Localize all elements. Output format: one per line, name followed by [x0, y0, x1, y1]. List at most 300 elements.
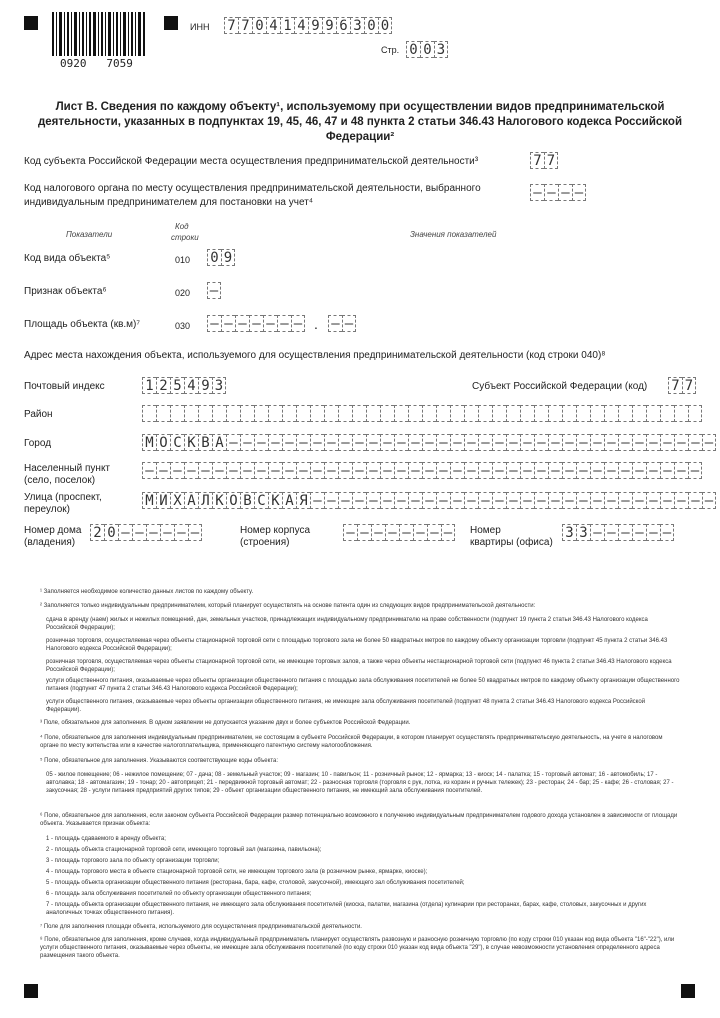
- object-area-label: Площадь объекта (кв.м)⁷: [24, 319, 140, 330]
- locality-field-cell: –: [422, 462, 436, 479]
- street-field-cell: –: [548, 492, 562, 509]
- district-field-cell: [352, 405, 366, 422]
- house-number-field-cell: –: [174, 524, 188, 541]
- district-field-cell: [226, 405, 240, 422]
- tax-office-label-line2: индивидуальным предпринимателем для постановки на учет⁴: [24, 197, 314, 208]
- locality-field-cell: –: [198, 462, 212, 479]
- city-field-cell: –: [338, 434, 352, 451]
- inn-field-cell: 4: [294, 17, 308, 34]
- city-field-cell: С: [170, 434, 184, 451]
- street-field[interactable]: [142, 492, 716, 509]
- district-field-cell: [688, 405, 702, 422]
- city-field-cell: В: [198, 434, 212, 451]
- region-code-field-cell: 7: [530, 152, 544, 169]
- locality-field-cell: –: [324, 462, 338, 479]
- house-number-field-cell: –: [188, 524, 202, 541]
- locality-field-cell: –: [142, 462, 156, 479]
- district-field-cell: [590, 405, 604, 422]
- street-label-line1: Улица (проспект,: [24, 492, 102, 503]
- street-field-cell: –: [520, 492, 534, 509]
- footnote-6: ⁶ Поле, обязательное для заполнения, если законом субъекта Российской Федерации размер потенциально возможного к получению индивидуальным предпринимателем годового дохода установлен в зависимости от площади объекта. Указывается признак объекта:: [40, 813, 678, 827]
- city-field-cell: –: [240, 434, 254, 451]
- house-number-field-cell: –: [118, 524, 132, 541]
- apartment-number-field-cell: –: [632, 524, 646, 541]
- district-field-cell: [408, 405, 422, 422]
- district-field-cell: [268, 405, 282, 422]
- footnote-2a: сдача в аренду (наем) жилых и нежилых помещений, дач, земельных участков, принадлежащих индивидуальному предпринимателю на праве собственности (подпункт 19 пункта 2 статьи 346.43 Налогового кодекса Российской Федерации);: [46, 617, 648, 631]
- postal-code-field-cell: 3: [212, 377, 226, 394]
- apartment-number-field-cell: –: [590, 524, 604, 541]
- footnote-5: ⁵ Поле, обязательное для заполнения. Указываются соответствующие коды объекта:: [40, 758, 279, 764]
- postal-code-field-cell: 5: [170, 377, 184, 394]
- locality-field-cell: –: [618, 462, 632, 479]
- district-field-cell: [618, 405, 632, 422]
- object-type-field-cell: 0: [207, 249, 221, 266]
- street-field-cell: К: [212, 492, 226, 509]
- object-type-field-cell: 9: [221, 249, 235, 266]
- house-number-field-cell: 0: [104, 524, 118, 541]
- locality-label-line2: (село, поселок): [24, 475, 96, 486]
- locality-field-cell: –: [520, 462, 534, 479]
- locality-field-cell: –: [394, 462, 408, 479]
- locality-field-cell: –: [548, 462, 562, 479]
- street-field-cell: М: [142, 492, 156, 509]
- header-line-code-2: строки: [171, 233, 199, 242]
- footnote-6-item6: 6 - площадь зала обслуживания посетителей по объекту организации общественного питания;: [46, 891, 312, 897]
- city-field-cell: –: [282, 434, 296, 451]
- district-field-cell: [338, 405, 352, 422]
- header-line-code-1: Код: [175, 222, 189, 231]
- page-number-field-cell: 0: [406, 41, 420, 58]
- footnote-2: ² Заполняется только индивидуальным предпринимателем, который планирует осуществлять на основе патента один из следующих видов предпринимательской деятельности:: [40, 603, 536, 609]
- header-values: Значения показателей: [410, 230, 497, 239]
- locality-field-cell: –: [170, 462, 184, 479]
- postal-code-field-cell: 1: [142, 377, 156, 394]
- city-field-cell: –: [352, 434, 366, 451]
- district-field-cell: [548, 405, 562, 422]
- footnote-6-item5: 5 - площадь объекта организации общественного питания (ресторана, бара, кафе, столовой, закусочной), имеющего зал обслуживания посетителей;: [46, 880, 465, 886]
- page-number-field-cell: 3: [434, 41, 448, 58]
- district-field-cell: [576, 405, 590, 422]
- inn-field-cell: 7: [224, 17, 238, 34]
- street-field-cell: Х: [170, 492, 184, 509]
- tax-office-field-cell: –: [530, 184, 544, 201]
- city-field[interactable]: [142, 434, 716, 451]
- street-field-cell: В: [240, 492, 254, 509]
- locality-field-cell: –: [212, 462, 226, 479]
- city-field-cell: –: [618, 434, 632, 451]
- locality-field-cell: –: [674, 462, 688, 479]
- city-field-cell: –: [394, 434, 408, 451]
- city-field-cell: –: [548, 434, 562, 451]
- city-field-cell: О: [156, 434, 170, 451]
- house-number-field-cell: 2: [90, 524, 104, 541]
- city-field-cell: А: [212, 434, 226, 451]
- locality-field-cell: –: [366, 462, 380, 479]
- locality-field-cell: –: [632, 462, 646, 479]
- city-field-cell: К: [184, 434, 198, 451]
- street-field-cell: –: [380, 492, 394, 509]
- page-number-field[interactable]: [406, 41, 448, 58]
- city-field-cell: –: [408, 434, 422, 451]
- locality-field-cell: –: [506, 462, 520, 479]
- building-number-field-cell: –: [399, 524, 413, 541]
- postal-code-field-cell: 9: [198, 377, 212, 394]
- district-label: Район: [24, 409, 53, 420]
- district-field-cell: [380, 405, 394, 422]
- inn-field-cell: 3: [350, 17, 364, 34]
- registration-marker-bottom-right: [681, 984, 695, 998]
- object-type-line-code: 010: [175, 255, 191, 265]
- locality-field-cell: –: [590, 462, 604, 479]
- district-field-cell: [170, 405, 184, 422]
- city-field-cell: –: [590, 434, 604, 451]
- street-field-cell: С: [254, 492, 268, 509]
- locality-field-cell: –: [254, 462, 268, 479]
- header-indicators: Показатели: [66, 230, 113, 239]
- locality-field-cell: –: [352, 462, 366, 479]
- registration-marker-top-left: [24, 16, 38, 30]
- locality-field-cell: –: [576, 462, 590, 479]
- page-label: Стр.: [381, 45, 400, 55]
- footnote-8: ⁸ Поле, обязательное для заполнения, кроме случаев, когда индивидуальный предприниматель планирует осуществлять развозную и разносную розничную торговлю (по коду строки 010 указан код вида объекта "16"-"22"), или услуги общественного питания, оказываемые через объекты, не имеющие зала обслуживания посетителей (по коду строки 010 указан код вида объекта "29"), в случае невозможности установления определенного адреса размещения такого объекта.: [40, 937, 675, 959]
- district-field-cell: [646, 405, 660, 422]
- locality-field-cell: –: [226, 462, 240, 479]
- locality-field[interactable]: [142, 462, 702, 479]
- city-field-cell: –: [464, 434, 478, 451]
- locality-field-cell: –: [310, 462, 324, 479]
- object-area-fraction-field-cell: –: [328, 315, 342, 332]
- apartment-number-label-line1: Номер: [470, 525, 501, 536]
- object-sign-field[interactable]: [207, 282, 221, 299]
- district-field-cell: [240, 405, 254, 422]
- district-field-cell: [604, 405, 618, 422]
- street-field-cell: Я: [296, 492, 310, 509]
- city-field-cell: –: [254, 434, 268, 451]
- house-number-field-cell: –: [146, 524, 160, 541]
- sheet-title-line1: Лист В. Сведения по каждому объекту¹, используемому при осуществлении видов предпринимательской: [55, 101, 665, 113]
- region-code-field-cell: 7: [544, 152, 558, 169]
- object-area-integer-field-cell: –: [221, 315, 235, 332]
- footnote-3: ³ Поле, обязательное для заполнения. В одном заявлении не допускается указание двух и более субъектов Российской Федерации.: [40, 720, 411, 726]
- footnote-1: ¹ Заполняется необходимое количество данных листов по каждому объекту.: [40, 589, 254, 595]
- tax-office-label-line1: Код налогового органа по месту осуществления предпринимательской деятельности, выбранного: [24, 183, 481, 194]
- street-field-cell: –: [450, 492, 464, 509]
- tax-office-field-cell: –: [572, 184, 586, 201]
- street-field-cell: –: [702, 492, 716, 509]
- object-area-fraction-field[interactable]: [328, 315, 356, 332]
- city-field-cell: –: [310, 434, 324, 451]
- region-code-label: Код субъекта Российской Федерации места осуществления предпринимательской деятельности³: [24, 156, 479, 167]
- house-number-label-line1: Номер дома: [24, 525, 82, 536]
- apartment-number-field-cell: 3: [576, 524, 590, 541]
- street-field-cell: –: [324, 492, 338, 509]
- registration-marker-top-right: [164, 16, 178, 30]
- subject-code-field-cell: 7: [668, 377, 682, 394]
- building-number-label-line1: Номер корпуса: [240, 525, 311, 536]
- postal-code-field[interactable]: [142, 377, 226, 394]
- footnote-4: ⁴ Поле, обязательное для заполнения индивидуальным предпринимателем, не состоящим в субъекте Российской Федерации, в котором планирует осуществлять предпринимательскую деятельность, на учете в налоговом органе по месту жительства или в качестве налогоплательщика, применяющего патентную систему налогообложения.: [40, 735, 663, 749]
- apartment-number-field[interactable]: [562, 524, 674, 541]
- tax-office-field-cell: –: [544, 184, 558, 201]
- city-field-cell: –: [688, 434, 702, 451]
- apartment-number-field-cell: –: [646, 524, 660, 541]
- footnote-5-codes: 05 - жилое помещение; 06 - нежилое помещение; 07 - дача; 08 - земельный участок; 09 - магазин; 10 - павильон; 11 - розничный рынок; 12 - ярмарка; 13 - киоск; 14 - палатка; 15 - торговый автомат; 16 - автомобиль; 17 - автолавка; 18 - автомагазин; 19 - тонар; 20 - автоприцеп; 21 - передвижной торговый автомат; 22 - разносная торговля (торговля с рук, лотка, из корзин и ручных тележек); 23 - ресторан; 24 - бар; 25 - кафе; 26 - столовая; 27 - закусочная; 28 - услуги питания предприятий других типов; 29 - объект организации общественного питания, не имеющий зала обслуживания посетителей.: [46, 772, 674, 794]
- apartment-number-field-cell: 3: [562, 524, 576, 541]
- page-number-field-cell: 0: [420, 41, 434, 58]
- street-label-line2: переулок): [24, 504, 70, 515]
- district-field-cell: [394, 405, 408, 422]
- locality-field-cell: –: [282, 462, 296, 479]
- object-area-decimal-point: .: [314, 316, 318, 332]
- region-code-field[interactable]: [530, 152, 558, 169]
- district-field-cell: [450, 405, 464, 422]
- district-field-cell: [366, 405, 380, 422]
- sheet-title-line2: деятельности, указанных в подпунктах 19, 45, 46, 47 и 48 пункта 2 статьи 346.43 Налогового кодекса Российской: [37, 116, 683, 128]
- street-field-cell: –: [436, 492, 450, 509]
- object-area-fraction-field-cell: –: [342, 315, 356, 332]
- inn-field[interactable]: [224, 17, 392, 34]
- street-field-cell: А: [184, 492, 198, 509]
- city-field-cell: –: [268, 434, 282, 451]
- city-field-cell: –: [674, 434, 688, 451]
- locality-field-cell: –: [534, 462, 548, 479]
- locality-field-cell: –: [604, 462, 618, 479]
- city-field-cell: –: [520, 434, 534, 451]
- street-field-cell: –: [576, 492, 590, 509]
- locality-field-cell: –: [660, 462, 674, 479]
- locality-field-cell: –: [478, 462, 492, 479]
- street-field-cell: –: [674, 492, 688, 509]
- footnote-6-item1: 1 - площадь сдаваемого в аренду объекта;: [46, 836, 166, 842]
- street-field-cell: К: [268, 492, 282, 509]
- city-field-cell: –: [534, 434, 548, 451]
- city-label: Город: [24, 438, 52, 449]
- object-area-integer-field[interactable]: [207, 315, 305, 332]
- city-field-cell: –: [296, 434, 310, 451]
- locality-field-cell: –: [464, 462, 478, 479]
- tax-office-field[interactable]: [530, 184, 586, 201]
- inn-field-cell: 1: [280, 17, 294, 34]
- city-field-cell: –: [576, 434, 590, 451]
- building-number-field-cell: –: [385, 524, 399, 541]
- building-number-field-cell: –: [427, 524, 441, 541]
- object-area-integer-field-cell: –: [263, 315, 277, 332]
- district-field-cell: [562, 405, 576, 422]
- footnote-2c: розничная торговля, осуществляемая через объекты стационарной торговой сети, не имеющие торговых залов, а также через объекты нестационарной торговой сети (подпункт 46 пункта 2 статьи 346.43 Налогового кодекса Российской Федерации);: [46, 659, 672, 673]
- city-field-cell: –: [450, 434, 464, 451]
- sheet-title-line3: Федерации²: [325, 131, 395, 143]
- city-field-cell: –: [324, 434, 338, 451]
- city-field-cell: –: [422, 434, 436, 451]
- district-field-cell: [296, 405, 310, 422]
- tax-office-field-cell: –: [558, 184, 572, 201]
- object-sign-field-cell: –: [207, 282, 221, 299]
- object-type-field[interactable]: [207, 249, 235, 266]
- city-field-cell: –: [492, 434, 506, 451]
- footnote-2b: розничная торговля, осуществляемая через объекты стационарной торговой сети с площадью торгового зала не более 50 квадратных метров по каждому объекту организации торговли (подпункт 45 пункта 2 статьи 346.43 Налогового кодекса Российской Федерации);: [46, 638, 668, 652]
- city-field-cell: –: [226, 434, 240, 451]
- footnote-7: ⁷ Поле для заполнения площади объекта, используемого для осуществления предпринимательской деятельности.: [40, 924, 362, 930]
- street-field-cell: –: [604, 492, 618, 509]
- district-field-cell: [156, 405, 170, 422]
- subject-code-field[interactable]: [668, 377, 696, 394]
- object-sign-line-code: 020: [175, 288, 191, 298]
- city-field-cell: М: [142, 434, 156, 451]
- footnote-2d: услуги общественного питания, оказываемые через объекты организации общественного питания с площадью зала обслуживания посетителей не более 50 квадратных метров по каждому объекту организации общественного питания (подпункт 47 пункта 2 статьи 346.43 Налогового кодекса Российской Федерации);: [46, 678, 680, 692]
- subject-code-label: Субъект Российской Федерации (код): [472, 381, 648, 392]
- house-number-field-cell: –: [160, 524, 174, 541]
- address-heading: Адрес места нахождения объекта, используемого для осуществления предпринимательской деятельности (код строки 040)⁸: [24, 350, 606, 361]
- city-field-cell: –: [702, 434, 716, 451]
- city-field-cell: –: [646, 434, 660, 451]
- district-field-cell: [534, 405, 548, 422]
- city-field-cell: –: [604, 434, 618, 451]
- street-field-cell: –: [478, 492, 492, 509]
- postal-code-field-cell: 2: [156, 377, 170, 394]
- street-field-cell: –: [492, 492, 506, 509]
- district-field-cell: [184, 405, 198, 422]
- building-number-field[interactable]: [343, 524, 455, 541]
- street-field-cell: –: [394, 492, 408, 509]
- inn-label: ИНН: [190, 22, 210, 32]
- locality-field-cell: –: [450, 462, 464, 479]
- house-number-field-cell: –: [132, 524, 146, 541]
- building-number-field-cell: –: [357, 524, 371, 541]
- subject-code-field-cell: 7: [682, 377, 696, 394]
- building-number-label-line2: (строения): [240, 537, 290, 548]
- district-field-cell: [520, 405, 534, 422]
- street-field-cell: –: [464, 492, 478, 509]
- locality-field-cell: –: [436, 462, 450, 479]
- district-field-cell: [212, 405, 226, 422]
- inn-field-cell: 9: [308, 17, 322, 34]
- house-number-field[interactable]: [90, 524, 202, 541]
- street-field-cell: –: [660, 492, 674, 509]
- postal-code-field-cell: 4: [184, 377, 198, 394]
- locality-field-cell: –: [240, 462, 254, 479]
- city-field-cell: –: [436, 434, 450, 451]
- inn-field-cell: 6: [336, 17, 350, 34]
- locality-field-cell: –: [268, 462, 282, 479]
- street-field-cell: –: [338, 492, 352, 509]
- street-field-cell: Л: [198, 492, 212, 509]
- street-field-cell: –: [534, 492, 548, 509]
- street-field-cell: –: [366, 492, 380, 509]
- city-field-cell: –: [506, 434, 520, 451]
- street-field-cell: –: [310, 492, 324, 509]
- inn-field-cell: 0: [378, 17, 392, 34]
- building-number-field-cell: –: [343, 524, 357, 541]
- city-field-cell: –: [660, 434, 674, 451]
- district-field-cell: [142, 405, 156, 422]
- locality-field-cell: –: [338, 462, 352, 479]
- locality-label-line1: Населенный пункт: [24, 463, 111, 474]
- locality-field-cell: –: [296, 462, 310, 479]
- city-field-cell: –: [562, 434, 576, 451]
- inn-field-cell: 9: [322, 17, 336, 34]
- object-area-line-code: 030: [175, 321, 191, 331]
- district-field-cell: [506, 405, 520, 422]
- footnote-6-item3: 3 - площадь торгового зала по объекту организации торговли;: [46, 858, 220, 864]
- apartment-number-field-cell: –: [660, 524, 674, 541]
- district-field-cell: [674, 405, 688, 422]
- apartment-number-label-line2: квартиры (офиса): [470, 537, 553, 548]
- apartment-number-field-cell: –: [604, 524, 618, 541]
- district-field-cell: [660, 405, 674, 422]
- street-field-cell: –: [408, 492, 422, 509]
- city-field-cell: –: [366, 434, 380, 451]
- street-field-cell: А: [282, 492, 296, 509]
- street-field-cell: –: [590, 492, 604, 509]
- district-field-cell: [492, 405, 506, 422]
- district-field-cell: [198, 405, 212, 422]
- street-field-cell: О: [226, 492, 240, 509]
- district-field-cell: [282, 405, 296, 422]
- district-field-cell: [464, 405, 478, 422]
- object-area-integer-field-cell: –: [277, 315, 291, 332]
- district-field-cell: [632, 405, 646, 422]
- district-field-cell: [478, 405, 492, 422]
- inn-field-cell: 4: [266, 17, 280, 34]
- object-area-integer-field-cell: –: [207, 315, 221, 332]
- locality-field-cell: –: [156, 462, 170, 479]
- footnote-2e: услуги общественного питания, оказываемые через объекты организации общественного питания, не имеющие зала обслуживания посетителей (подпункт 48 пункта 2 статьи 346.43 Налогового кодекса Российской Федерации).: [46, 699, 646, 713]
- building-number-field-cell: –: [371, 524, 385, 541]
- street-field-cell: –: [688, 492, 702, 509]
- object-area-integer-field-cell: –: [291, 315, 305, 332]
- district-field-cell: [310, 405, 324, 422]
- object-area-integer-field-cell: –: [249, 315, 263, 332]
- barcode-number: 0920 7059: [60, 57, 133, 70]
- object-area-integer-field-cell: –: [235, 315, 249, 332]
- city-field-cell: –: [632, 434, 646, 451]
- building-number-field-cell: –: [441, 524, 455, 541]
- object-sign-label: Признак объекта⁶: [24, 286, 107, 297]
- district-field-cell: [422, 405, 436, 422]
- registration-marker-bottom-left: [24, 984, 38, 998]
- inn-field-cell: 0: [252, 17, 266, 34]
- district-field-cell: [254, 405, 268, 422]
- street-field-cell: –: [352, 492, 366, 509]
- locality-field-cell: –: [646, 462, 660, 479]
- building-number-field-cell: –: [413, 524, 427, 541]
- postal-code-label: Почтовый индекс: [24, 381, 105, 392]
- object-type-label: Код вида объекта⁵: [24, 253, 111, 264]
- street-field-cell: –: [618, 492, 632, 509]
- inn-field-cell: 7: [238, 17, 252, 34]
- street-field-cell: –: [562, 492, 576, 509]
- city-field-cell: –: [380, 434, 394, 451]
- district-field[interactable]: [142, 405, 702, 422]
- locality-field-cell: –: [688, 462, 702, 479]
- street-field-cell: –: [646, 492, 660, 509]
- locality-field-cell: –: [492, 462, 506, 479]
- street-field-cell: –: [632, 492, 646, 509]
- apartment-number-field-cell: –: [618, 524, 632, 541]
- locality-field-cell: –: [562, 462, 576, 479]
- footnote-6-item4: 4 - площадь торгового места в объекте стационарной торговой сети, не имеющем торгового зала (в розничном рынке, ярмарке, киоске);: [46, 869, 428, 875]
- house-number-label-line2: (владения): [24, 537, 76, 548]
- locality-field-cell: –: [408, 462, 422, 479]
- locality-field-cell: –: [184, 462, 198, 479]
- district-field-cell: [324, 405, 338, 422]
- locality-field-cell: –: [380, 462, 394, 479]
- footnote-6-item7: 7 - площадь объекта организации общественного питания, не имеющего зала обслуживания посетителей (киоска, палатки, магазина (отдела) кулинарии при ресторанах, барах, кафе, столовых, закусочных и других аналогичных точках общественного питания).: [46, 902, 647, 916]
- street-field-cell: И: [156, 492, 170, 509]
- street-field-cell: –: [422, 492, 436, 509]
- street-field-cell: –: [506, 492, 520, 509]
